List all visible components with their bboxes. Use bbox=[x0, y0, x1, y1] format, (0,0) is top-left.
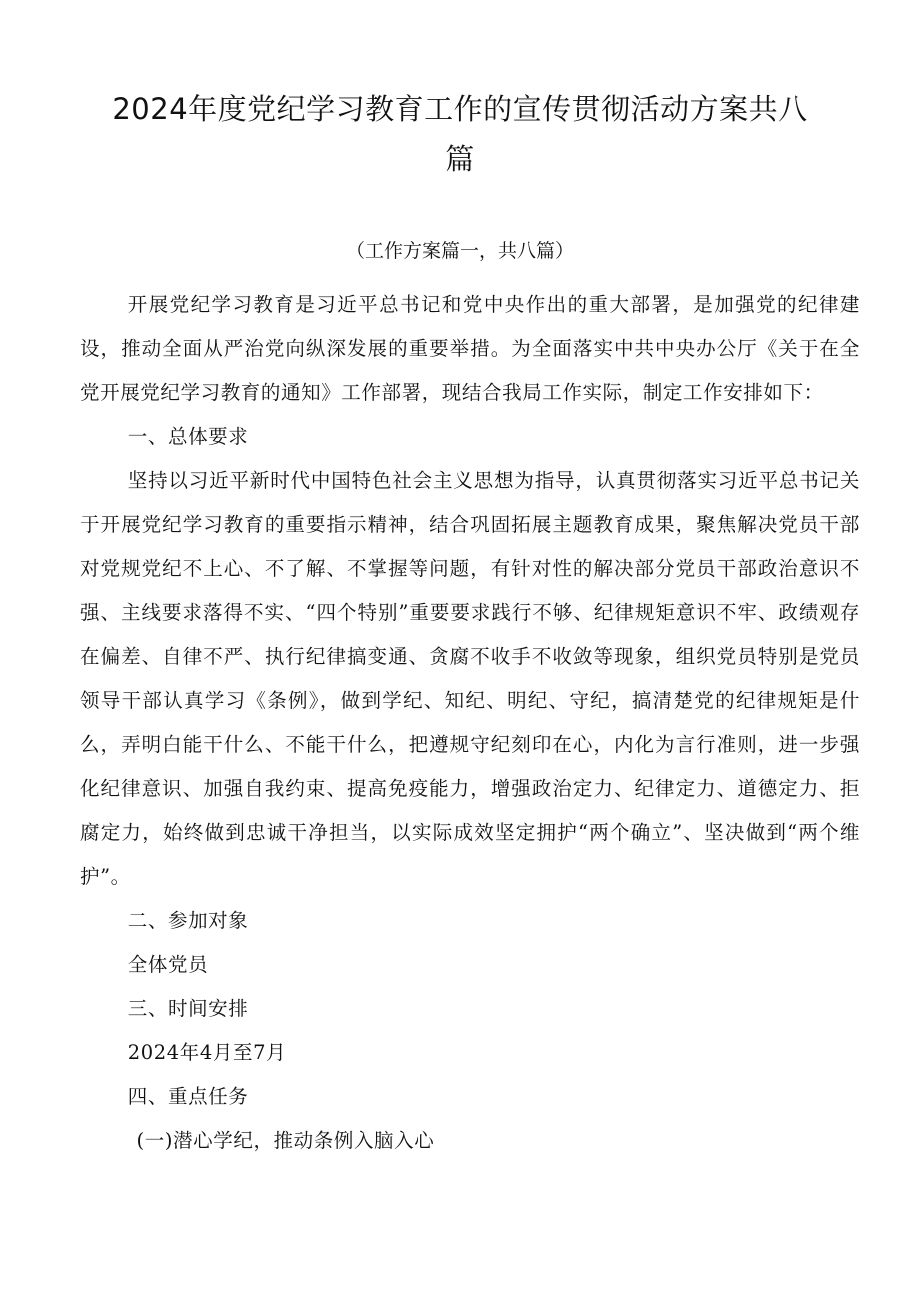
schedule-paragraph: 2024年4月至7月 bbox=[127, 1041, 287, 1064]
document-subtitle: （工作方案篇一，共八篇） bbox=[345, 240, 574, 262]
general-requirements-paragraph: 坚持以习近平新时代中国特色社会主义思想为指导，认真贯彻落实习近平总书记关于开展党纪学习教育的重要指示精神，结合巩固拓展主题教育成果，聚焦解决党员干部对党规党纪不上心、不了解、不掌握等问题，有针对性的解决部分党员干部政治意识不强、主线要求落得不实、“四个特别”重要要求践行不够、纪律规矩意识不牢、政绩观存在偏差、自律不严、执行纪律搞变通、贪腐不收手不收敛等现象，组织党员特别是党员领导干部认真学习《条例》，做到学纪、知纪、明纪、守纪，搞清楚党的纪律规矩是什么，弄明白能干什么、不能干什么，把遵规守纪刻印在心，内化为言行准则，进一步强化纪律意识、加强自我约束、提高免疫能力，增强政治定力、纪律定力、道德定力、拒腐定力，始终做到忠诚干净担当，以实际成效坚定拥护“两个确立”、坚决做到“两个维护”。 bbox=[80, 469, 860, 888]
intro-paragraph: 开展党纪学习教育是习近平总书记和党中央作出的重大部署，是加强党的纪律建设，推动全面从严治党向纵深发展的重要举措。为全面落实中共中央办公厅《关于在全党开展党纪学习教育的通知》工作部署，现结合我局工作实际，制定工作安排如下： bbox=[80, 293, 860, 404]
section-heading-schedule: 三、时间安排 bbox=[127, 997, 249, 1020]
participants-paragraph: 全体党员 bbox=[127, 953, 209, 976]
section-heading-general-requirements: 一、总体要求 bbox=[127, 425, 249, 448]
document-title: 2024年度党纪学习教育工作的宣传贯彻活动方案共八篇 bbox=[112, 92, 808, 176]
subsection-heading-study: (一)潜心学纪，推动条例入脑入心 bbox=[136, 1129, 435, 1152]
section-heading-key-tasks: 四、重点任务 bbox=[127, 1085, 249, 1108]
section-heading-participants: 二、参加对象 bbox=[127, 909, 249, 932]
document-body bbox=[80, 283, 860, 1163]
